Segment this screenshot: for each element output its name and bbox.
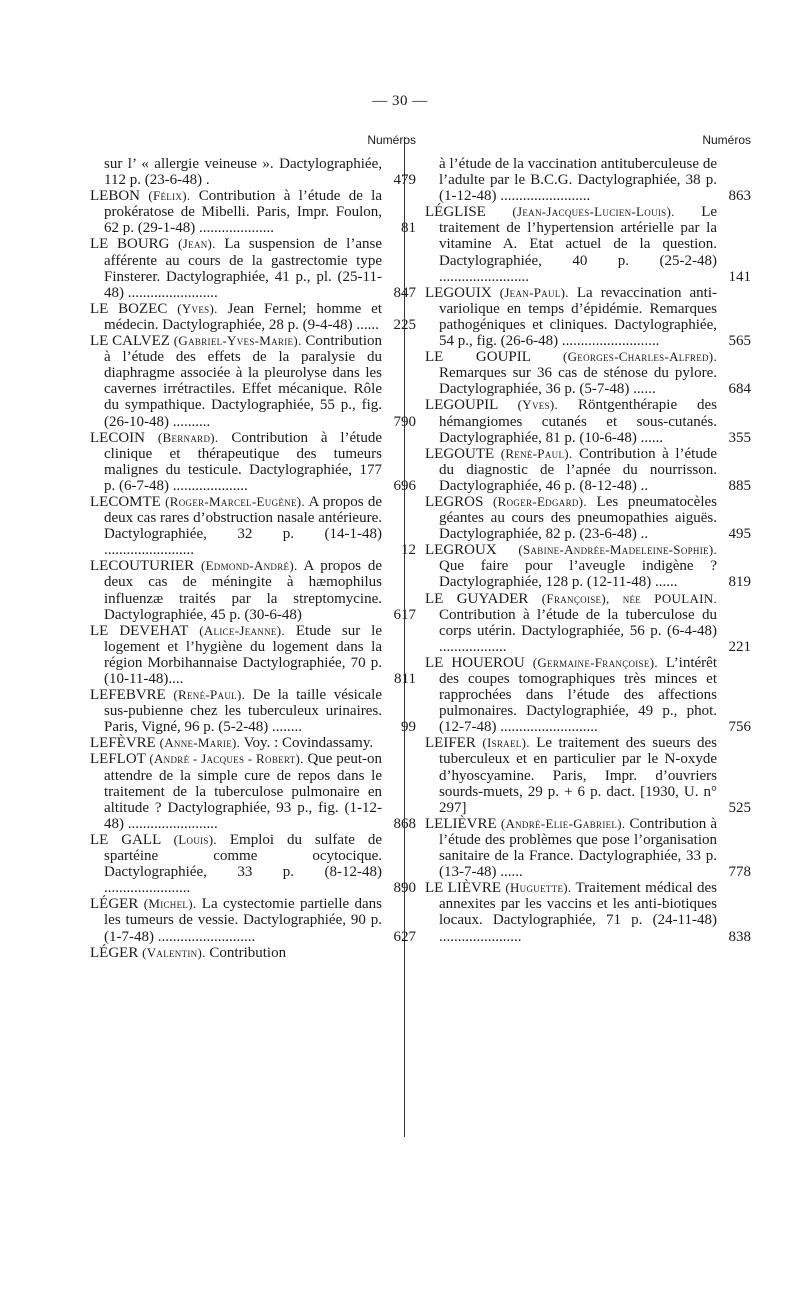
- author-surname: LEFLOT: [90, 751, 146, 768]
- author-given-names: (Michel).: [143, 896, 197, 912]
- author-surname: LE DEVEHAT: [90, 622, 189, 639]
- author-surname: LEIFER: [425, 735, 476, 752]
- author-given-names: (Louis).: [173, 831, 217, 847]
- entry-number: 495: [728, 526, 751, 543]
- left-column: [90, 133, 416, 961]
- entry-number: 617: [393, 606, 416, 623]
- index-entry: [90, 831, 416, 897]
- entry-text: Que faire pour l’aveugle indigène ? Dactylographiée, 128 p. (12-11-48) ......: [439, 558, 717, 591]
- index-entry: [90, 333, 416, 430]
- author-surname: LE BOURG: [90, 236, 170, 253]
- index-entry: [425, 156, 751, 205]
- entry-number: 479: [393, 172, 416, 189]
- index-entry: [425, 542, 751, 591]
- index-entry: [90, 429, 416, 494]
- author-given-names: (Valentin).: [142, 944, 206, 960]
- index-entry: [425, 590, 751, 655]
- author-surname: LEGROUX: [425, 542, 497, 559]
- index-entry: [425, 284, 751, 350]
- author-surname: LE GALL: [90, 831, 161, 848]
- entry-number: 838: [728, 928, 751, 945]
- entry-number: 811: [394, 671, 416, 687]
- entry-text: La revaccination anti-variolique en temps d’épidémie. Remarques pathogéniques et cliniques. Dactylographiée, 54 p., fig. (26-6-48) ..........................: [439, 284, 717, 350]
- entry-text: La suspension de l’anse afférente au cours de la gastrectomie type Finsterer. Dactylographiée, 41 p., pl. (25-11-48) ........................: [104, 236, 382, 301]
- author-surname: LE CALVEZ: [90, 333, 170, 350]
- author-surname: LEGOUIX: [425, 284, 492, 301]
- entry-text: Que peut-on attendre de la simple cure de repos dans le traitement de la tuberculose pulmonaire en altitude ? Dactylographiée, 93 p., fig. (1-12-48) ........................: [104, 751, 383, 832]
- entry-number: 847: [393, 284, 416, 301]
- entry-number: 778: [728, 864, 751, 881]
- index-entry: [90, 558, 416, 623]
- author-surname: LECOMTE: [90, 493, 161, 510]
- entry-text: Contribution à l’étude de la prokératose de Mibelli. Paris, Impr. Foulon, 62 p. (29-1-48) ....................: [104, 188, 383, 237]
- entry-text: Jean Fernel; homme et médecin. Dactylographiée, 28 p. (9-4-48) ......: [104, 300, 383, 333]
- entry-text: Le traitement des sueurs des tuberculeux et en particulier par le N-oxyde d’hyoscyamine. Paris, Impr. d’ouvriers sourds-muets, 29 p. + 6 p. dact. [1930, U. n° 297]: [439, 735, 718, 816]
- author-surname: LEGOUTE: [425, 445, 495, 462]
- index-entry: [425, 397, 751, 446]
- author-given-names: (René-Paul).: [173, 687, 246, 703]
- entry-number: 12: [401, 542, 416, 559]
- author-given-names: (Alice-Jeanne).: [199, 622, 285, 638]
- entry-number: 890: [393, 880, 416, 897]
- author-surname: LE GUYADER: [425, 590, 529, 607]
- author-surname: LE HOUEROU: [425, 654, 525, 671]
- entry-number: 355: [728, 429, 751, 446]
- entry-text: Traitement médical des annexites par les vaccins et les anti-biotiques locaux. Dactylographiée, 71 p. (24-11-48) ......................: [439, 880, 717, 945]
- author-given-names: (Edmond-André).: [200, 558, 298, 574]
- entry-text: Etude sur le logement et l’hygiène du logement dans la région Morbihannaise Dactylographiée, 70 p. (10-11-48)....: [104, 622, 383, 687]
- entry-text: Les pneumatocèles géantes au cours des pneumopathies aiguës. Dactylographiée, 82 p. (23-6-48) ..: [439, 493, 717, 543]
- author-surname: LECOUTURIER: [90, 558, 195, 575]
- entry-text: Remarques sur 36 cas de sténose du pylore. Dactylographiée, 36 p. (5-7-48) ......: [439, 365, 717, 398]
- entry-text: Contribution à l’étude des effets de la paralysie du diaphragme associée à la pleurolyse dans les cavernes irrétractiles. Effet mécanique. Rôle du sympathique. Dactylographiée, 55 p., fig. (26-10-48) ..........: [104, 333, 383, 430]
- index-entry: [425, 493, 751, 543]
- author-surname: LE LIÈVRE: [425, 880, 501, 897]
- author-surname: LÉGLISE: [425, 204, 486, 221]
- index-entry: [90, 493, 416, 559]
- author-surname: LEFEBVRE: [90, 687, 166, 704]
- entry-text: A propos de deux cas de méningite à hæmophilus influenzæ traités par la streptomycine. Dactylographiée, 45 p. (30-6-48): [104, 558, 382, 623]
- entry-number: 790: [393, 413, 416, 430]
- author-given-names: (André-Elie-Gabriel).: [500, 815, 626, 831]
- index-entry: [425, 880, 751, 945]
- index-entry: [90, 156, 416, 189]
- entry-text: Contribution à l’étude clinique et thérapeutique des tumeurs malignes du testicule. Dactylographiée, 177 p. (6-7-48) ....................: [104, 429, 382, 494]
- entry-number: 221: [728, 638, 751, 655]
- author-surname: LÉGER: [90, 896, 139, 913]
- author-surname: LÉGER: [90, 944, 139, 961]
- index-entry: [90, 751, 416, 832]
- right-column: [425, 133, 751, 945]
- entry-text: Voy. : Covindassamy.: [243, 735, 374, 752]
- author-given-names: (Gabriel-Yves-Marie).: [173, 333, 302, 349]
- author-given-names: (Bernard).: [157, 429, 219, 445]
- author-given-names: (Sabine-Andrée-Madeleine-Sophie).: [518, 542, 717, 558]
- entry-number: 756: [728, 719, 751, 736]
- entry-text: La cystectomie partielle dans les tumeurs de vessie. Dactylographiée, 90 p. (1-7-48) ..........................: [104, 896, 383, 945]
- entry-list-left: [90, 156, 416, 961]
- entry-number: 819: [728, 574, 751, 591]
- author-surname: LECOIN: [90, 429, 145, 446]
- author-surname: LEFÈVRE: [90, 735, 156, 752]
- index-entry: [90, 896, 416, 945]
- author-given-names: (Jean-Jacques-Lucien-Louis).: [512, 204, 675, 220]
- index-entry: [425, 349, 751, 398]
- entry-number: 868: [393, 815, 416, 832]
- entry-number: 99: [401, 719, 416, 736]
- entry-text: Contribution à l’étude de la tuberculose du corps utérin. Dactylographiée, 56 p. (6-4-48) ..................: [439, 606, 717, 655]
- column-header-left: Numéros: [367, 133, 416, 147]
- entry-text: Le traitement de l’hypertension artérielle par la vitamine A. Etat actuel de la question. Dactylographiée, 40 p. (25-2-48) ........................: [439, 204, 718, 285]
- entry-text: Röntgenthérapie des hémangiomes cutanés et sous-cutanés. Dactylographiée, 81 p. (10-6-48) ......: [439, 397, 717, 446]
- index-entry: [90, 236, 416, 301]
- entry-number: 885: [728, 477, 751, 494]
- entry-number: 225: [393, 316, 416, 333]
- author-given-names: (Yves).: [517, 397, 559, 413]
- index-entry: [90, 735, 382, 751]
- index-entry: [90, 300, 416, 333]
- author-given-names: (Jean).: [178, 236, 216, 252]
- entry-text: L’intérêt des coupes tomographiques très minces et rapprochées dans l’étude des affections pulmonaires. Dactylographiée, 49 p., phot. (12-7-48) ..........................: [439, 654, 717, 736]
- author-given-names: (Anne-Marie).: [159, 735, 241, 751]
- entry-number: 81: [401, 220, 416, 237]
- author-given-names: (Yves).: [177, 300, 218, 316]
- author-surname: LE GOUPIL: [425, 349, 531, 366]
- author-given-names: (Georges-Charles-Alfred).: [562, 349, 717, 365]
- author-surname: LELIÈVRE: [425, 815, 497, 832]
- entry-number: 525: [728, 799, 751, 816]
- entry-text: sur l’ « allergie veineuse ». Dactylographiée, 112 p. (23-6-48) .: [104, 156, 382, 189]
- page-number: — 30 —: [372, 93, 428, 109]
- index-entry: [425, 815, 751, 881]
- index-entry: [90, 622, 416, 687]
- entry-text: Contribution à l’étude des problèmes que pose l’organisation sanitaire de la France. Dactylographiée, 33 p. (13-7-48) ......: [439, 815, 718, 881]
- entry-text: Emploi du sulfate de spartéine comme ocytocique. Dactylographiée, 33 p. (8-12-48) .......................: [104, 831, 383, 897]
- entry-text: Contribution: [209, 944, 287, 961]
- author-given-names: (Germaine-Françoise).: [532, 654, 658, 670]
- index-entry: [90, 687, 416, 736]
- entry-number: 696: [393, 477, 416, 494]
- entry-number: 863: [728, 188, 751, 205]
- index-entry: [425, 654, 751, 736]
- entry-text: A propos de deux cas rares d’obstruction nasale antérieure. Dactylographiée, 32 p. (14-1-48) ........................: [104, 493, 383, 559]
- entry-number: 565: [728, 333, 751, 350]
- entry-number: 627: [393, 928, 416, 945]
- entry-list-right: [425, 156, 751, 945]
- index-entry: [425, 445, 751, 494]
- author-given-names: (Félix).: [148, 188, 191, 204]
- column-header-right: Numéros: [702, 133, 751, 147]
- entry-number: 141: [728, 268, 751, 285]
- entry-text: à l’étude de la vaccination antituberculeuse de l’adulte par le B.C.G. Dactylographiée, 38 p. (1-12-48) ........................: [439, 156, 717, 205]
- entry-number: 684: [728, 381, 751, 398]
- author-given-names: (René-Paul).: [500, 445, 573, 461]
- index-entry: [90, 188, 416, 237]
- index-entry: [90, 945, 382, 961]
- author-surname: LE BOZEC: [90, 300, 168, 317]
- index-entry: [425, 735, 751, 816]
- author-surname: LEGOUPIL: [425, 397, 498, 414]
- entry-text: De la taille vésicale sus-pubienne chez les tuberculeux urinaires. Paris, Vigné, 96 p. (5-2-48) ........: [104, 687, 382, 736]
- author-given-names: (André - Jacques - Robert).: [149, 751, 304, 767]
- author-given-names: (Huguette).: [505, 880, 572, 896]
- author-given-names: (Roger-Marcel-Eugène).: [165, 493, 305, 509]
- author-given-names: (Jean-Paul).: [499, 284, 569, 300]
- author-surname: LEGROS: [425, 493, 484, 510]
- index-entry: [425, 204, 751, 285]
- author-surname: LEBON: [90, 188, 140, 205]
- author-given-names: (Israel).: [482, 735, 530, 751]
- entry-text: Contribution à l’étude du diagnostic de l’apnée du nourrisson. Dactylographiée, 46 p. (8-12-48) ..: [439, 445, 717, 494]
- author-given-names: (Roger-Edgard).: [493, 493, 587, 509]
- author-given-names: (Françoise), née POULAIN.: [541, 590, 717, 606]
